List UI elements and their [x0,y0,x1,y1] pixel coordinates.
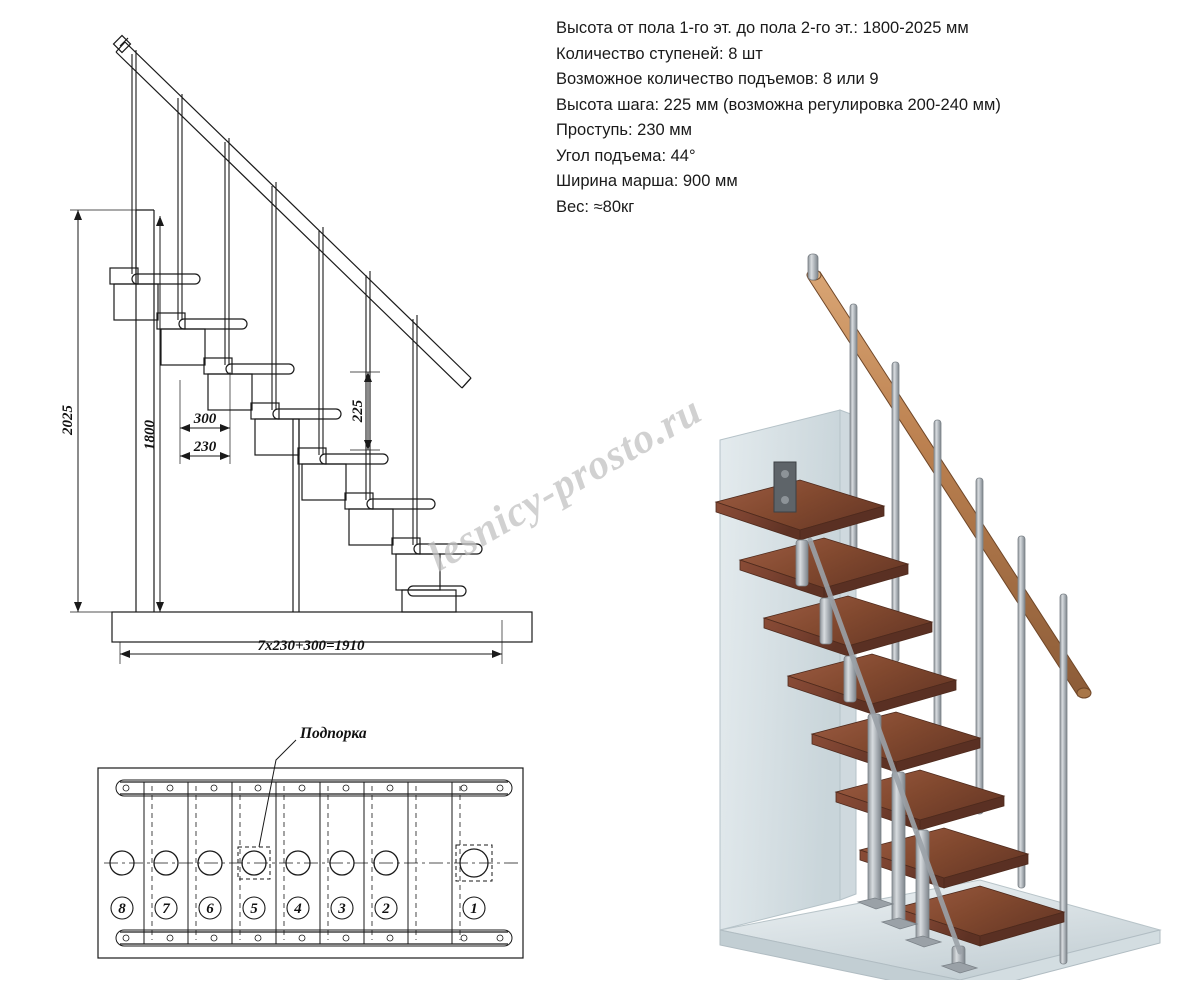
plan-drawing [60,720,560,980]
watermark: lesnicy-prosto.ru [420,387,710,581]
stair-3d-render [660,240,1180,980]
spec-line-tread: Проступь: 230 мм [556,121,692,139]
dim-total-height: 2025 [60,405,76,435]
plan-step-number: 8 [118,901,126,917]
plan-step-number: 3 [338,901,346,917]
spec-line-step-height: Высота шага: 225 мм (возможна регулировка 200-240 мм) [556,95,1001,114]
spec-line-step-count: Количество ступеней: 8 шт [556,44,763,63]
elevation-drawing [50,20,570,710]
spec-line-weight: Вес: ≈80кг [556,197,635,216]
dim-base-run: 7x230+300=1910 [257,638,365,654]
wall-bracket [774,462,796,512]
tread [860,828,1028,888]
dim-tread: 230 [193,439,217,455]
plan-step-number: 5 [250,901,258,917]
spec-line-total-height: Высота от пола 1-го эт. до пола 2-го эт.: 1800-2025 мм [556,19,969,37]
plan-step-number: 1 [470,901,478,917]
dim-riser: 225 [350,399,366,423]
plan-step-number: 7 [162,901,170,917]
plan-step-number: 2 [382,901,390,917]
specifications-list [556,16,1156,220]
dim-floor-height: 1800 [142,420,158,450]
spec-line-width: Ширина марша: 900 мм [556,172,738,190]
support-label: Подпорка [300,725,367,742]
dim-first-run: 300 [193,411,217,427]
plan-step-number: 6 [206,901,214,917]
spec-line-riser-count: Возможное количество подъемов: 8 или 9 [556,70,879,88]
plan-step-number: 4 [294,901,302,917]
spec-line-angle: Угол подъема: 44° [556,146,696,165]
